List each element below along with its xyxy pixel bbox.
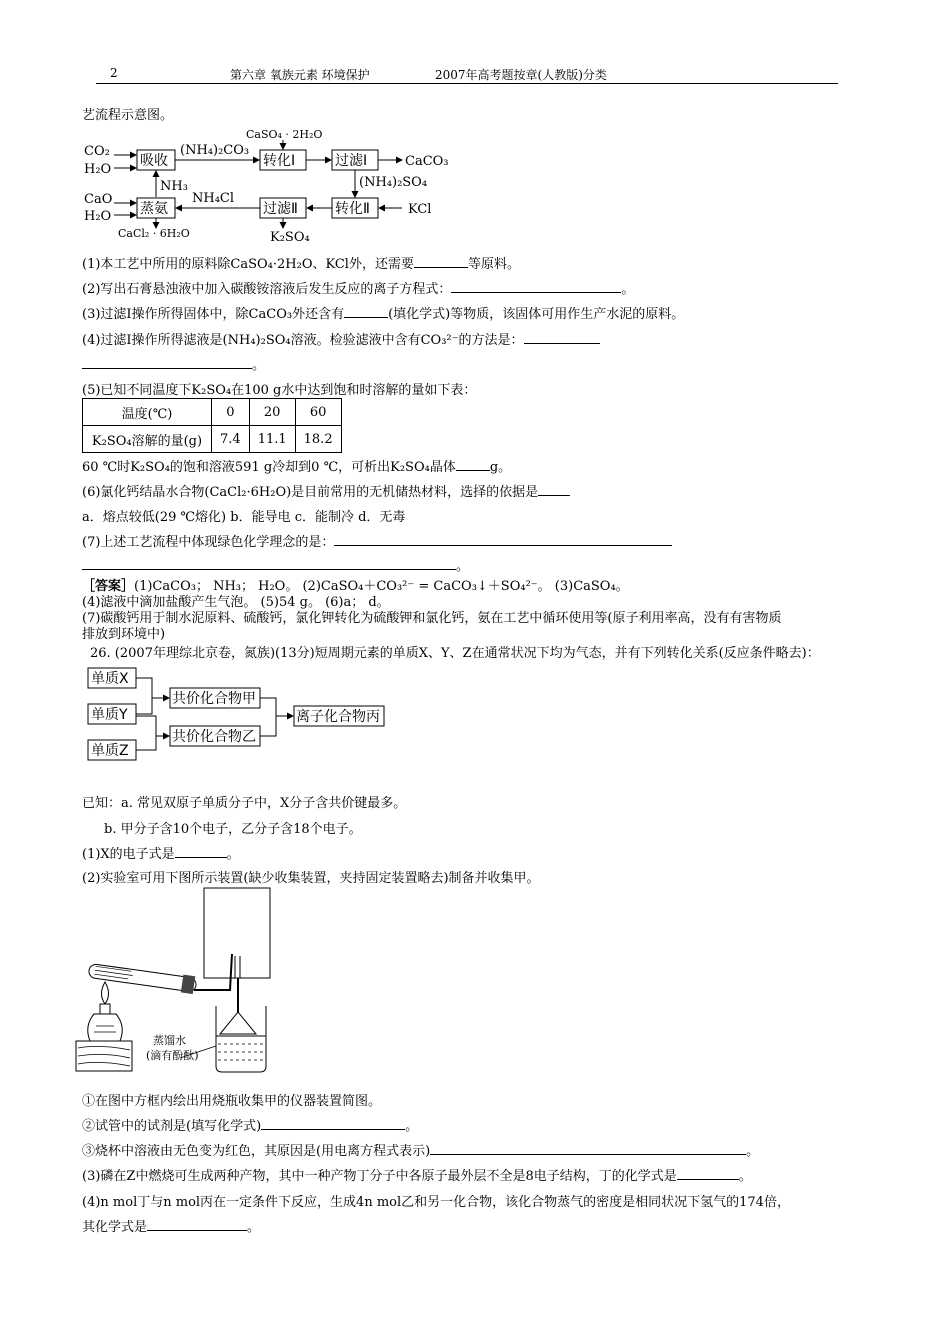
label-nh3: NH₃	[160, 179, 188, 194]
q26-c3-end: 。	[746, 1144, 760, 1159]
q26-sub-1-end: 。	[226, 847, 240, 862]
question-7	[82, 531, 672, 550]
flow-box-convert2-label: 转化Ⅱ	[335, 201, 370, 217]
label-h2o-b: H₂O	[84, 209, 112, 224]
table-cell: 11.1	[249, 426, 295, 453]
label-cao: CaO	[84, 192, 113, 207]
answer-blank-7a[interactable]	[334, 532, 672, 546]
answer-line-2: (4)滤液中滴加盐酸产生气泡。 (5)54 g。 (6)a； d。	[82, 595, 390, 610]
page-number: 2	[110, 66, 118, 80]
q26-c3	[82, 1140, 759, 1159]
question-1	[82, 253, 520, 272]
question-2-text: (2)写出石膏悬浊液中加入碳酸铵溶液后发生反应的离子方程式：	[82, 282, 452, 297]
question-6-options: a．熔点较低(29 ℃熔化) b．能导电 c．能制冷 d．无毒	[82, 510, 406, 525]
question-4	[82, 329, 600, 348]
question-4-end: 。	[252, 358, 266, 373]
question-7-cont	[82, 555, 469, 574]
header-rule	[96, 83, 838, 84]
question-1-text: (1)本工艺中所用的原料除CaSO₄·2H₂O、KCl外，还需要	[82, 257, 414, 272]
answer-blank-26-1[interactable]	[175, 844, 227, 858]
box-element-y-label: 单质Y	[91, 707, 128, 723]
box-element-z-label: 单质Z	[91, 743, 129, 759]
answer-blank-4b[interactable]	[82, 355, 252, 369]
q26-sub-1	[82, 843, 240, 862]
q26-sub-3-end: 。	[738, 1169, 752, 1184]
question-3-end: (填化学式)等物质，该固体可用作生产水泥的原料。	[388, 307, 685, 322]
beaker-label-1: 蒸馏水	[153, 1034, 186, 1047]
element-relation-diagram	[86, 666, 396, 766]
flow-box-convert1-label: 转化Ⅰ	[263, 153, 296, 169]
label-kcl: KCl	[408, 202, 432, 217]
label-k2so4: K₂SO₄	[270, 230, 310, 245]
question-2-end: 。	[621, 282, 635, 297]
q26-sub-3	[82, 1165, 752, 1184]
table-row	[83, 426, 342, 453]
label-co2: CO₂	[84, 144, 110, 159]
chapter-title: 第六章 氧族元素 环境保护	[230, 68, 370, 82]
label-cacl2: CaCl₂ · 6H₂O	[118, 227, 190, 240]
label-caco3: CaCO₃	[405, 154, 449, 169]
answer-blank-26-4[interactable]	[147, 1217, 247, 1231]
answer-blank-6[interactable]	[538, 482, 570, 496]
answer-text-1: (1)CaCO₃； NH₃； H₂O。 (2)CaSO₄＋CO₃²⁻ = CaCO₃↓＋SO₄²⁻。 (3)CaSO₄。	[134, 579, 629, 594]
q26-sub-3-text: (3)磷在Z中燃烧可生成两种产物，其中一种产物丁分子中各原子最外层不全是8电子结构，丁的化学式是	[82, 1169, 677, 1184]
q26-sub-1-text: (1)X的电子式是	[82, 847, 175, 862]
question-7-text: (7)上述工艺流程中体现绿色化学理念的是：	[82, 535, 335, 550]
question-3	[82, 303, 684, 322]
box-compound-jia-label: 共价化合物甲	[172, 691, 256, 707]
question-5b-end: g。	[489, 460, 512, 475]
label-h2o-a: H₂O	[84, 162, 112, 177]
table-cell: 60	[295, 399, 341, 426]
answer-line-4: 排放到环境中)	[82, 627, 166, 642]
question-5b-text: 60 ℃时K₂SO₄的饱和溶液591 g冷却到0 ℃，可析出K₂SO₄晶体	[82, 460, 456, 475]
table-row	[83, 399, 342, 426]
table-cell: 0	[212, 399, 250, 426]
q26-c2-text: ②试管中的试剂是(填写化学式)	[82, 1119, 262, 1134]
known-b: b. 甲分子含10个电子，乙分子含18个电子。	[104, 822, 362, 837]
answer-blank-26-3[interactable]	[677, 1166, 739, 1180]
answer-line-3: (7)碳酸钙用于制水泥原料、硫酸钙，氯化钾转化为硫酸钾和氯化钙，氨在工艺中循环使用等(原子利用率高，没有有害物质	[82, 611, 782, 626]
answer-blank-7b[interactable]	[82, 556, 456, 570]
flame-icon	[102, 982, 109, 1004]
label-nh42co3: (NH₄)₂CO₃	[180, 143, 250, 158]
question-1-end: 等原料。	[467, 257, 520, 272]
table-cell: 温度(℃)	[83, 399, 212, 426]
answer-blank-26-c3[interactable]	[430, 1141, 746, 1155]
table-cell: 18.2	[295, 426, 341, 453]
answer-blank-2[interactable]	[451, 279, 621, 293]
answer-blank-26-c2[interactable]	[261, 1116, 405, 1130]
label-nh42so4: (NH₄)₂SO₄	[359, 175, 428, 190]
question-5b	[82, 456, 511, 475]
question-3-text: (3)过滤Ⅰ操作所得固体中，除CaCO₃外还含有	[82, 307, 345, 322]
box-compound-bing-label: 离子化合物丙	[296, 709, 380, 725]
table-cell: 7.4	[212, 426, 250, 453]
table-cell: K₂SO₄溶解的量(g)	[83, 426, 212, 453]
answer-blank-4a[interactable]	[524, 330, 600, 344]
question-4-cont	[82, 354, 265, 373]
q26-sub-2: (2)实验室可用下图所示装置(缺少收集装置，夹持固定装置略去)制备并收集甲。	[82, 871, 540, 886]
intro-text: 艺流程示意图。	[82, 108, 174, 123]
box-element-x-label: 单质X	[91, 671, 129, 687]
beaker-label-2: (滴有酚酞)	[146, 1049, 199, 1062]
q26-c3-text: ③烧杯中溶液由无色变为红色，其原因是(用电离方程式表示)	[82, 1144, 431, 1159]
alcohol-lamp-icon	[88, 1014, 123, 1041]
collection-frame	[204, 888, 270, 978]
table-cell: 20	[249, 399, 295, 426]
process-flow-diagram	[80, 124, 480, 246]
q26-c2	[82, 1115, 418, 1134]
flow-box-filter1-label: 过滤Ⅰ	[335, 153, 368, 169]
q26-sub-4-text: 其化学式是	[82, 1220, 148, 1235]
question-7-end: 。	[456, 559, 470, 574]
book-title: 2007年高考题按章(人教版)分类	[435, 68, 607, 82]
label-caso4: CaSO₄ · 2H₂O	[246, 128, 323, 141]
question-6	[82, 481, 570, 500]
answer-blank-3[interactable]	[344, 304, 388, 318]
wood-block	[76, 1041, 132, 1071]
q26-sub-4: (4)n mol丁与n mol丙在一定条件下反应，生成4n mol乙和另一化合物，该化合物蒸气的密度是相同状况下氢气的174倍，	[82, 1195, 790, 1210]
flow-box-filter2-label: 过滤Ⅱ	[263, 201, 298, 217]
known-a: 已知：a. 常见双原子单质分子中，X分子含共价键最多。	[82, 796, 407, 811]
label-nh4cl: NH₄Cl	[192, 191, 235, 206]
question-6-text: (6)氯化钙结晶水合物(CaCl₂·6H₂O)是目前常用的无机储热材料，选择的依据是	[82, 485, 539, 500]
inverted-funnel	[220, 1012, 256, 1034]
q26-sub-4-cont	[82, 1216, 260, 1235]
question-4-text: (4)过滤Ⅰ操作所得滤液是(NH₄)₂SO₄溶液。检验滤液中含有CO₃²⁻的方法是：	[82, 333, 524, 348]
solubility-table	[82, 398, 342, 453]
flow-box-absorb-label: 吸收	[140, 153, 168, 169]
flow-box-ammonia-label: 蒸氨	[140, 201, 168, 217]
q26-c2-end: 。	[405, 1119, 419, 1134]
answer-blank-1[interactable]	[414, 254, 468, 268]
box-compound-yi-label: 共价化合物乙	[172, 729, 256, 745]
answer-tag: ［答案］	[82, 579, 135, 594]
q26-sub-4-end: 。	[247, 1220, 261, 1235]
question-5: (5)已知不同温度下K₂SO₄在100 g水中达到饱和时溶解的量如下表：	[82, 383, 477, 398]
question-26-heading: 26. (2007年理综北京卷，氮族)(13分)短周期元素的单质X、Y、Z在通常状况下均为气态，并有下列转化关系(反应条件略去)：	[90, 646, 820, 661]
q26-c1: ①在图中方框内绘出用烧瓶收集甲的仪器装置简图。	[82, 1094, 382, 1109]
question-2	[82, 278, 634, 297]
answer-blank-5[interactable]	[456, 457, 490, 471]
